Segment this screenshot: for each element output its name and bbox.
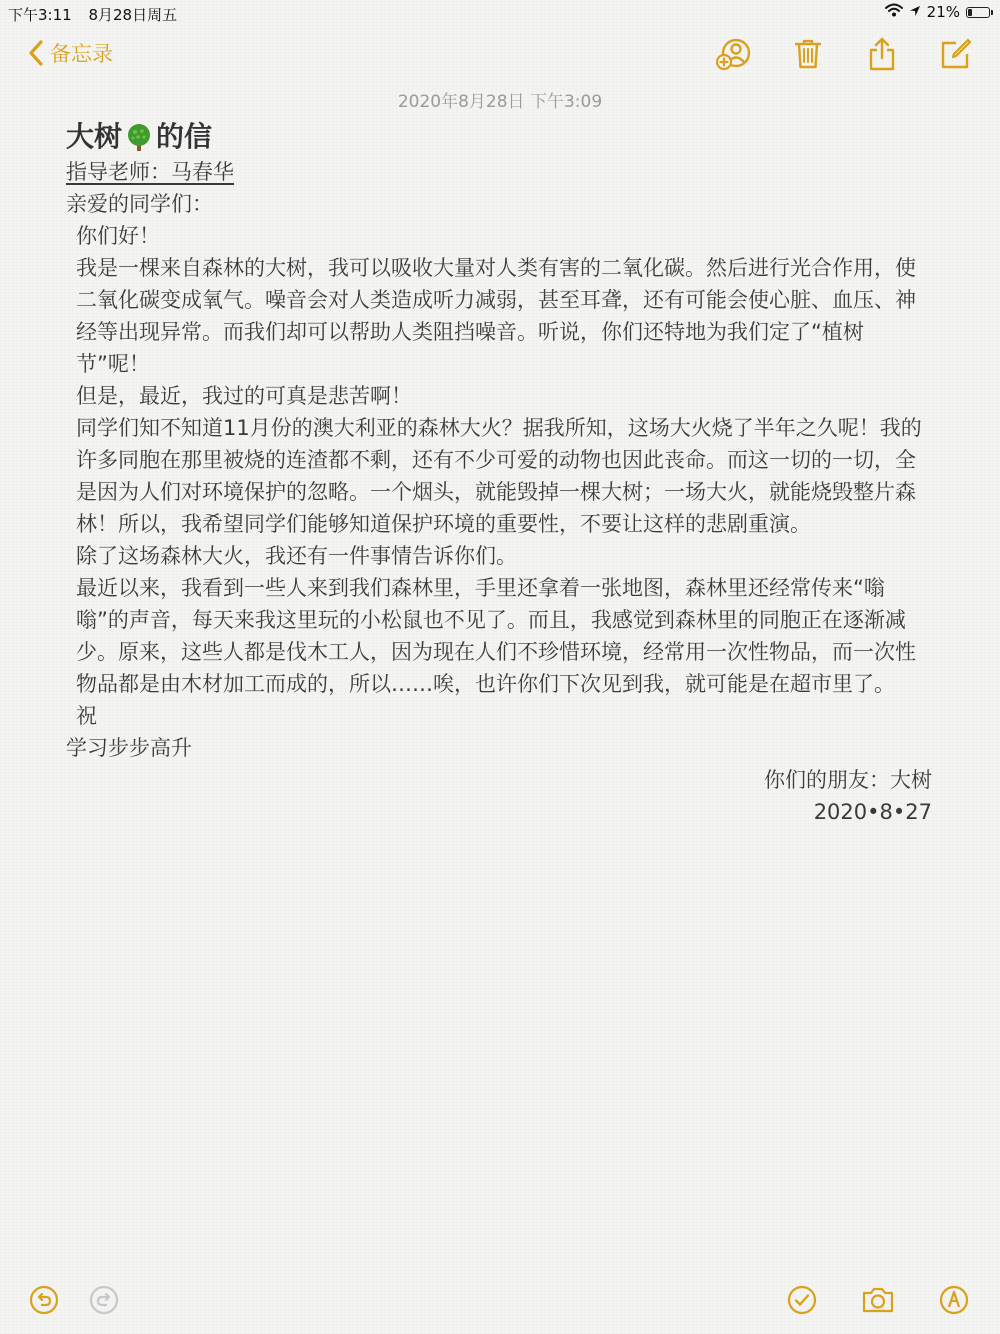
status-bar: [0, 0, 1000, 26]
note-paragraph: 同学们知不知道11月份的澳大利亚的森林大火？据我所知，这场大火烧了半年之久呢！我的许多同胞在那里被烧的连渣都不剩，还有不少可爱的动物也因此丧命。而这一切的一切，全是因为人们对环境保护的忽略。一个烟头，就能毁掉一棵大树；一场大火，就能烧毁整片森林！所以，我希望同学们能够知道保护环境的重要性，不要让这样的悲剧重演。: [76, 416, 922, 536]
markup-icon: [939, 1285, 969, 1315]
trash-icon: [794, 38, 822, 70]
note-title-left: 大树: [66, 120, 123, 153]
camera-icon: [861, 1286, 895, 1314]
status-right: [885, 3, 990, 21]
undo-button[interactable]: [26, 1282, 62, 1318]
note-closing: 学习步步高升: [66, 736, 192, 760]
note-subtitle: 指导老师：马春华: [66, 160, 234, 184]
compose-icon: [940, 38, 972, 70]
note-sign-date: 2020•8•27: [813, 800, 932, 824]
toolbar-icons: [716, 36, 974, 72]
note-title: [66, 118, 932, 156]
note-paragraph: 但是，最近，我过的可真是悲苦啊！: [76, 384, 412, 408]
compose-button[interactable]: [938, 36, 974, 72]
delete-button[interactable]: [790, 36, 826, 72]
battery-level: [968, 9, 972, 16]
add-person-button[interactable]: [716, 36, 752, 72]
location-icon: [909, 3, 921, 21]
status-time: 下午3:11: [8, 6, 72, 24]
note-paragraph: 最近以来，我看到一些人来到我们森林里，手里还拿着一张地图，森林里还经常传来“嗡嗡”的声音，每天来我这里玩的小松鼠也不见了。而且，我感觉到森林里的同胞正在逐渐减少。原来，这些人都是伐木工人，因为现在人们不珍惜环境，经常用一次性物品，而一次性物品都是由木材加工而成的，所以……唉，也许你们下次见到我，就可能是在超市里了。: [76, 576, 916, 696]
note-paragraph: 我是一棵来自森林的大树，我可以吸收大量对人类有害的二氧化碳。然后进行光合作用，使二氧化碳变成氧气。噪音会对人类造成听力减弱，甚至耳聋，还有可能会使心脏、血压、神经等出现异常。而我们却可以帮助人类阻挡噪音。听说，你们还特地为我们定了“植树节”呢！: [76, 256, 916, 376]
bottom-left-tools: [26, 1282, 122, 1318]
checklist-button[interactable]: [784, 1282, 820, 1318]
share-button[interactable]: [864, 36, 900, 72]
markup-button[interactable]: [936, 1282, 972, 1318]
battery-icon: [966, 7, 990, 18]
redo-button[interactable]: [86, 1282, 122, 1318]
note-signature: 你们的朋友：大树: [764, 768, 932, 792]
back-button[interactable]: [28, 38, 113, 68]
redo-icon: [89, 1285, 119, 1315]
note-body[interactable]: [66, 118, 932, 828]
undo-icon: [29, 1285, 59, 1315]
status-left: [8, 4, 177, 25]
chevron-left-icon: [28, 39, 44, 67]
note-date: 2020年8月28日 下午3:09: [397, 92, 603, 112]
bottom-right-tools: [784, 1282, 972, 1318]
note-paragraph: 祝: [76, 704, 97, 728]
note-greeting: 亲爱的同学们：: [66, 192, 213, 216]
checklist-icon: [787, 1285, 817, 1315]
battery-percent: 21%: [926, 3, 960, 21]
add-person-icon: [716, 37, 752, 71]
tree-icon: [124, 122, 154, 152]
camera-button[interactable]: [860, 1282, 896, 1318]
wifi-icon: [885, 3, 903, 21]
share-icon: [868, 37, 896, 71]
note-paragraph: 除了这场森林大火，我还有一件事情告诉你们。: [76, 544, 517, 568]
back-label: 备忘录: [50, 42, 113, 66]
note-title-right: 的信: [156, 120, 213, 153]
status-date: 8月28日周五: [88, 6, 178, 24]
note-paragraph: 你们好！: [76, 224, 160, 248]
